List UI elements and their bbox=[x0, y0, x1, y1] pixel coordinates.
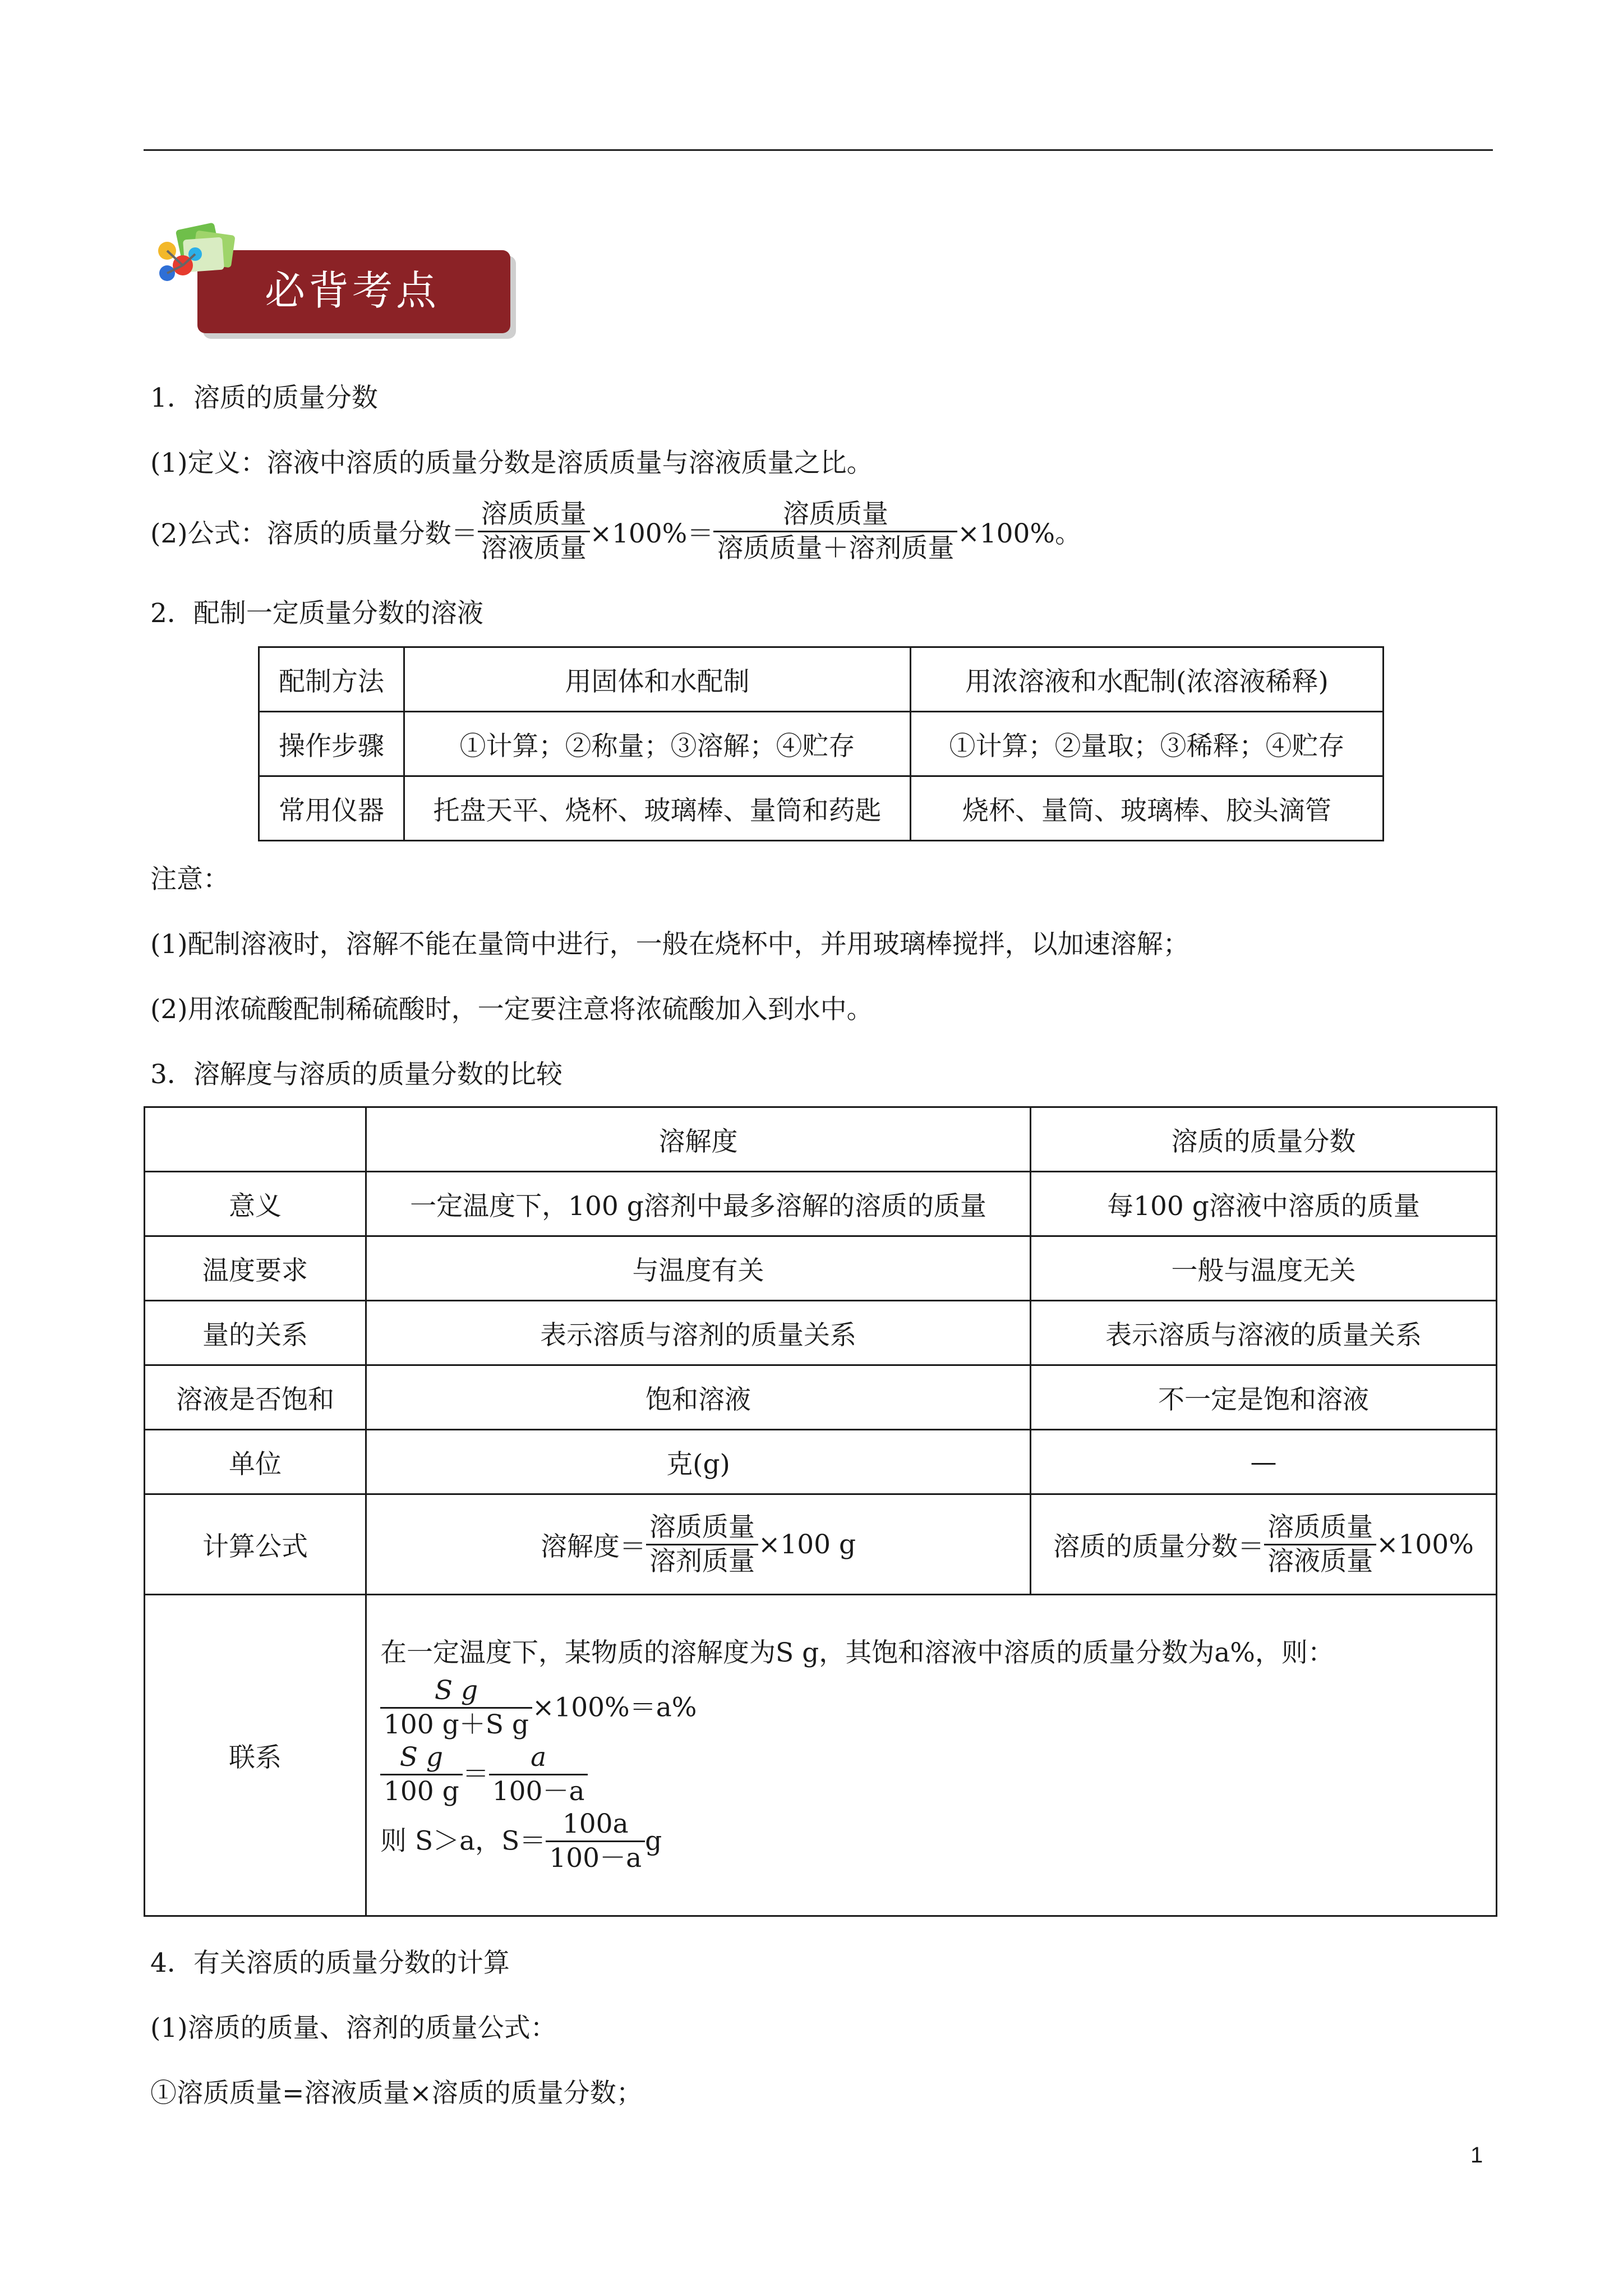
calc1-suffix: ×100 g bbox=[758, 1529, 856, 1560]
page-number: 1 bbox=[1470, 2143, 1483, 2168]
calc1-denominator: 溶剂质量 bbox=[646, 1544, 758, 1578]
eq1-suffix: ×100%＝a% bbox=[532, 1692, 697, 1723]
banner-title: 必背考点 bbox=[265, 267, 440, 314]
calc-formula-2-cell bbox=[1031, 1494, 1497, 1595]
calc-label-cell: 计算公式 bbox=[145, 1494, 366, 1595]
table-cell: 用浓溶液和水配制(浓溶液稀释) bbox=[911, 647, 1384, 712]
eq2-right-numerator: a bbox=[531, 1741, 547, 1773]
table-cell: 溶液是否饱和 bbox=[145, 1365, 366, 1430]
table-cell: 一定温度下，100 g溶剂中最多溶解的溶质的质量 bbox=[366, 1172, 1031, 1236]
link-equation-3 bbox=[380, 1808, 1482, 1875]
formula-times-2: ×100%。 bbox=[957, 518, 1082, 549]
table-cell: 用固体和水配制 bbox=[404, 647, 911, 712]
eq2-left-denominator: 100 g bbox=[380, 1774, 463, 1808]
note-1: (1)配制溶液时，溶解不能在量筒中进行，一般在烧杯中，并用玻璃棒搅拌，以加速溶解； bbox=[150, 929, 1189, 960]
table-cell bbox=[145, 1107, 366, 1172]
fraction-1-denominator: 溶液质量 bbox=[478, 531, 590, 565]
table-row bbox=[145, 1172, 1497, 1236]
table-cell: 与温度有关 bbox=[366, 1236, 1031, 1301]
note-2: (2)用浓硫酸配制稀硫酸时，一定要注意将浓硫酸加入到水中。 bbox=[150, 994, 873, 1025]
calc1-fraction bbox=[646, 1511, 758, 1578]
section2-heading: 2．配制一定质量分数的溶液 bbox=[150, 598, 483, 629]
table-cell: 一般与温度无关 bbox=[1031, 1236, 1497, 1301]
note-title: 注意： bbox=[150, 864, 229, 895]
comparison-table bbox=[144, 1106, 1497, 1917]
eq3-prefix: 则 S＞a，S＝ bbox=[380, 1825, 546, 1856]
calc2-prefix: 溶质的质量分数＝ bbox=[1053, 1531, 1265, 1562]
eq3-numerator: 100a bbox=[562, 1808, 629, 1839]
table-cell: 不一定是饱和溶液 bbox=[1031, 1365, 1497, 1430]
table-cell: ①计算；②称量；③溶解；④贮存 bbox=[404, 712, 911, 776]
table-row bbox=[145, 1301, 1497, 1365]
link-intro: 在一定温度下，某物质的溶解度为S g，其饱和溶液中溶质的质量分数为a%，则： bbox=[380, 1637, 1334, 1668]
table-cell: 托盘天平、烧杯、玻璃棒、量筒和药匙 bbox=[404, 776, 911, 841]
table-row bbox=[259, 776, 1384, 841]
section1-heading: 1．溶质的质量分数 bbox=[150, 383, 378, 413]
table-row bbox=[145, 1365, 1497, 1430]
table-cell: 操作步骤 bbox=[259, 712, 404, 776]
fraction-2-denominator: 溶质质量＋溶剂质量 bbox=[713, 531, 957, 565]
table-cell: 烧杯、量筒、玻璃棒、胶头滴管 bbox=[911, 776, 1384, 841]
section3-heading: 3．溶解度与溶质的质量分数的比较 bbox=[150, 1059, 562, 1090]
calc2-fraction bbox=[1264, 1511, 1376, 1578]
calc2-denominator: 溶液质量 bbox=[1264, 1544, 1376, 1578]
table-cell: 表示溶质与溶剂的质量关系 bbox=[366, 1301, 1031, 1365]
definition-text: (1)定义：溶液中溶质的质量分数是溶质质量与溶液质量之比。 bbox=[150, 448, 873, 478]
link-equation-1 bbox=[380, 1674, 1482, 1741]
eq3-suffix: g bbox=[645, 1825, 662, 1856]
calc-formula-1-cell bbox=[366, 1494, 1031, 1595]
table-cell: 克(g) bbox=[366, 1430, 1031, 1494]
eq2-right-denominator: 100－a bbox=[489, 1774, 588, 1808]
table-cell: 意义 bbox=[145, 1172, 366, 1236]
section4-sub1: (1)溶质的质量、溶剂的质量公式： bbox=[150, 2013, 557, 2044]
table-cell: — bbox=[1031, 1430, 1497, 1494]
fraction-2 bbox=[713, 498, 957, 565]
table-row bbox=[145, 1595, 1497, 1916]
table-cell: ①计算；②量取；③稀释；④贮存 bbox=[911, 712, 1384, 776]
table-row bbox=[145, 1107, 1497, 1172]
eq2-right-fraction bbox=[489, 1741, 588, 1808]
link-content-cell bbox=[366, 1595, 1497, 1916]
table-cell: 溶质的质量分数 bbox=[1031, 1107, 1497, 1172]
formula-times-1: ×100%＝ bbox=[589, 518, 714, 549]
formula-prefix: (2)公式：溶质的质量分数＝ bbox=[150, 518, 478, 549]
formula-line bbox=[150, 498, 1081, 565]
eq1-numerator: S g bbox=[434, 1674, 478, 1706]
table-cell: 表示溶质与溶液的质量关系 bbox=[1031, 1301, 1497, 1365]
eq2-left-numerator: S g bbox=[399, 1741, 443, 1773]
table-cell: 每100 g溶液中溶质的质量 bbox=[1031, 1172, 1497, 1236]
fraction-2-numerator: 溶质质量 bbox=[782, 499, 888, 530]
section4-heading: 4．有关溶质的质量分数的计算 bbox=[150, 1948, 510, 1978]
table-row bbox=[145, 1236, 1497, 1301]
table-row bbox=[259, 647, 1384, 712]
table-cell: 单位 bbox=[145, 1430, 366, 1494]
calc2-numerator: 溶质质量 bbox=[1267, 1511, 1373, 1543]
table-cell: 饱和溶液 bbox=[366, 1365, 1031, 1430]
calc2-suffix: ×100% bbox=[1376, 1529, 1474, 1560]
table-cell: 温度要求 bbox=[145, 1236, 366, 1301]
link-label-cell: 联系 bbox=[145, 1595, 366, 1916]
molecule-icon bbox=[150, 222, 246, 289]
eq2-left-fraction bbox=[380, 1741, 463, 1808]
table-row bbox=[259, 712, 1384, 776]
preparation-table bbox=[258, 646, 1384, 841]
table-cell: 溶解度 bbox=[366, 1107, 1031, 1172]
eq3-denominator: 100－a bbox=[546, 1841, 645, 1875]
table-cell: 常用仪器 bbox=[259, 776, 404, 841]
header-rule bbox=[144, 149, 1493, 151]
eq2-equals: ＝ bbox=[462, 1759, 489, 1789]
eq1-fraction bbox=[380, 1674, 532, 1741]
table-row bbox=[145, 1494, 1497, 1595]
table-cell: 配制方法 bbox=[259, 647, 404, 712]
eq3-fraction bbox=[546, 1808, 645, 1875]
calc1-numerator: 溶质质量 bbox=[649, 1511, 755, 1543]
calc1-prefix: 溶解度＝ bbox=[540, 1531, 646, 1562]
eq1-denominator: 100 g＋S g bbox=[380, 1707, 532, 1741]
table-cell: 量的关系 bbox=[145, 1301, 366, 1365]
section4-item1: ①溶质质量=溶液质量×溶质的质量分数； bbox=[150, 2078, 643, 2109]
table-row bbox=[145, 1430, 1497, 1494]
fraction-1-numerator: 溶质质量 bbox=[481, 499, 587, 530]
link-equation-2 bbox=[380, 1741, 1482, 1808]
fraction-1 bbox=[478, 498, 590, 565]
